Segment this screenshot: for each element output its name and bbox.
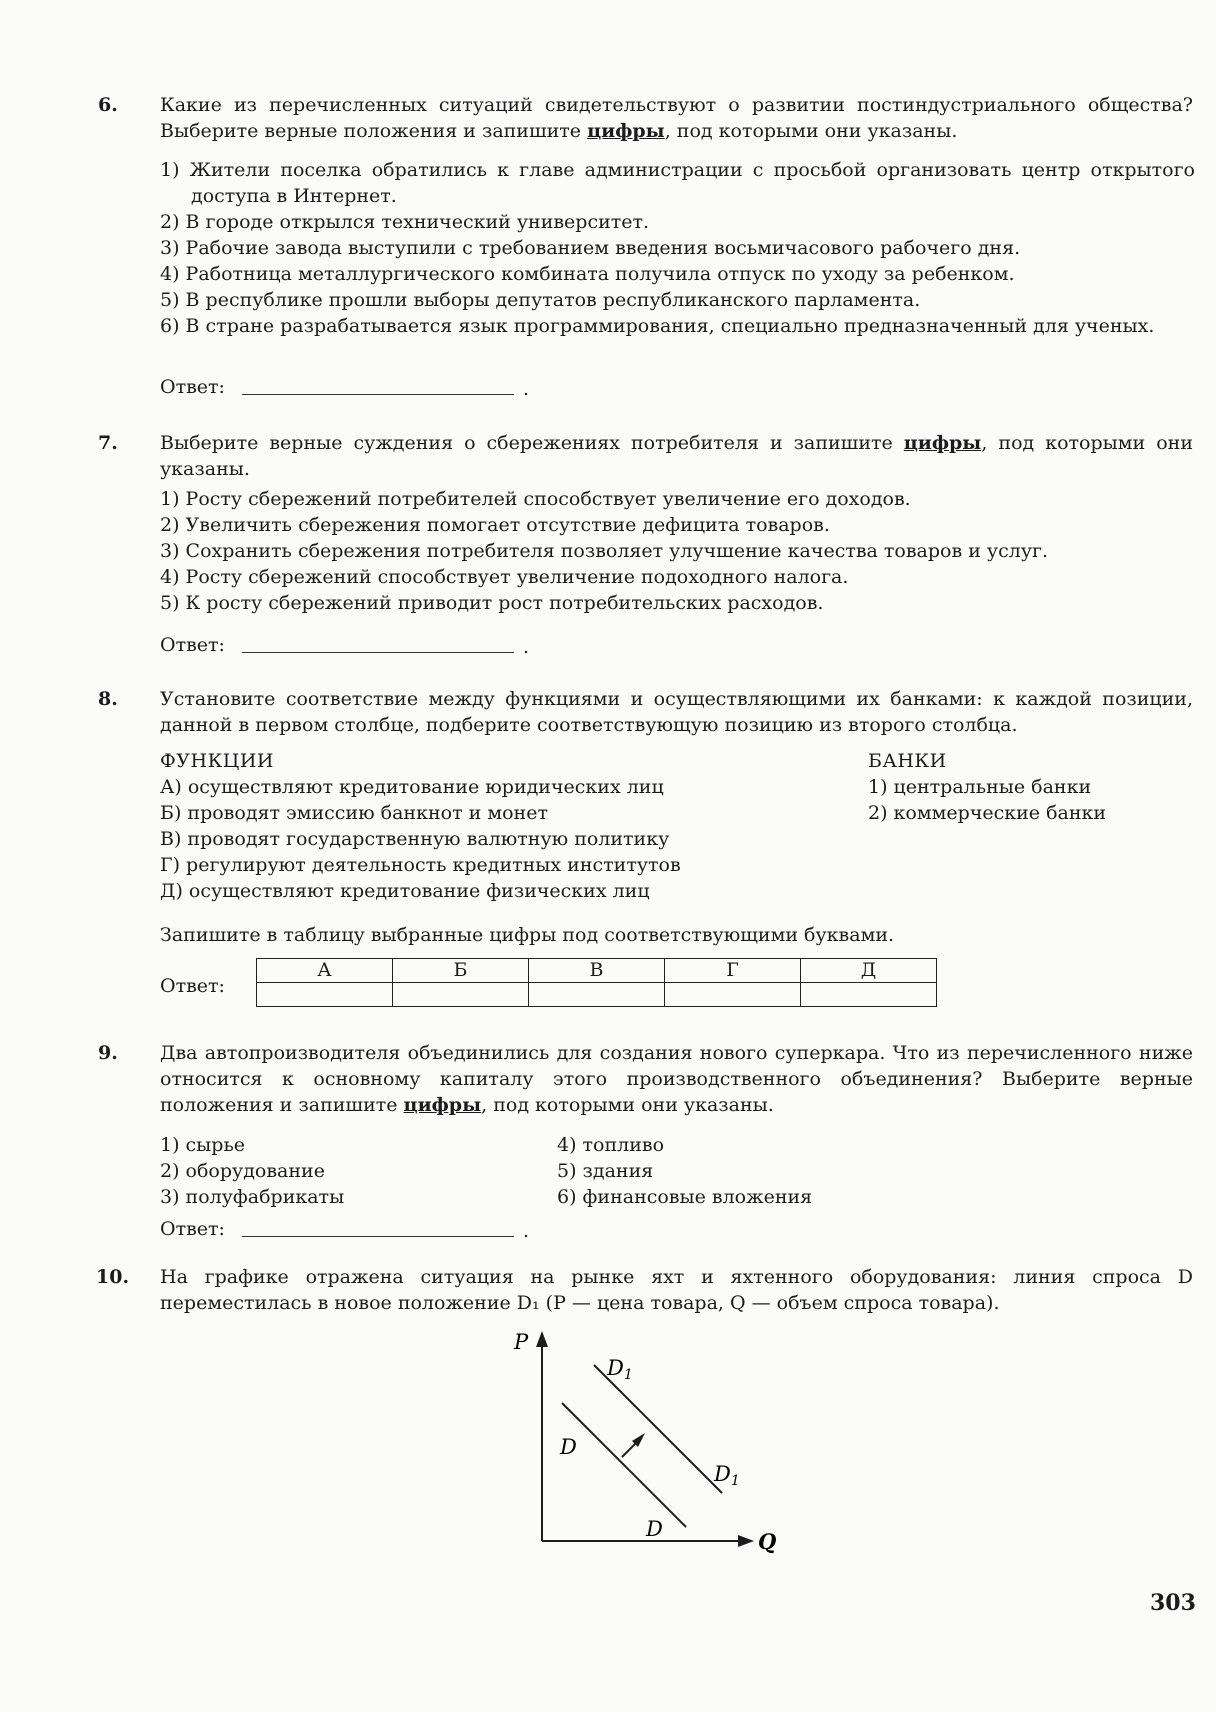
answer-line[interactable] [242, 1235, 514, 1237]
answer-cell[interactable] [801, 983, 937, 1007]
table-header-cell: Б [393, 959, 529, 983]
functions-column [160, 748, 860, 904]
table-header-row [257, 959, 937, 983]
answer-line[interactable] [242, 393, 514, 395]
table-header-cell: Д [801, 959, 937, 983]
function-item: Д) осуществляют кредитование физических лиц [160, 880, 650, 902]
answer-dot: . [523, 1220, 530, 1242]
option: 2) В городе открылся технический университет. [160, 211, 650, 233]
question-text-end: , под которыми они указаны. [481, 1094, 774, 1116]
banks-column [868, 748, 1168, 826]
task-question [160, 92, 1193, 144]
table-header-cell: В [529, 959, 665, 983]
option: 3) Рабочие завода выступили с требованием введения восьмичасового рабочего дня. [160, 237, 1021, 259]
function-item: А) осуществляют кредитование юридических лиц [160, 776, 664, 798]
options-right-column [557, 1132, 957, 1210]
answer-label: Ответ: [160, 376, 225, 398]
table-answer-row [257, 983, 937, 1007]
task-question: Установите соответствие между функциями и осуществляющими их банками: к каждой позиции, данной в первом столбце, подберите соответствующую позицию из второго столбца. [160, 688, 1193, 736]
task-question: На графике отражена ситуация на рынке яхт и яхтенного оборудования: линия спроса D переместилась в новое положение D₁ (P — цена товара, Q — объем спроса товара). [160, 1266, 1193, 1314]
table-instruction: Запишите в таблицу выбранные цифры под соответствующими буквами. [160, 924, 895, 946]
q-axis-label: Q [758, 1529, 777, 1554]
question-text-end: , под которыми они указаны. [664, 120, 958, 142]
question-text: Два автопроизводителя объединились для создания нового суперкара. Что из перечисленного ниже относится к основному капиталу этого производственного объединения? Выберите верные положения и запишите [160, 1042, 1193, 1116]
option: 1) сырье [160, 1134, 246, 1156]
options-left-column [160, 1132, 540, 1210]
answer-cell[interactable] [529, 983, 665, 1007]
option: 2) оборудование [160, 1160, 325, 1182]
function-item: В) проводят государственную валютную политику [160, 828, 670, 850]
demand-line-d [562, 1403, 686, 1527]
option: 1) Росту сбережений потребителей способствует увеличение его доходов. [160, 488, 911, 510]
answer-cell[interactable] [393, 983, 529, 1007]
column-heading: ФУНКЦИИ [160, 750, 274, 772]
emphasized-word: цифры [587, 120, 665, 142]
page-number: 303 [1150, 1590, 1196, 1616]
answer-cell[interactable] [257, 983, 393, 1007]
d-label-upper: D [560, 1435, 577, 1459]
emphasized-word: цифры [903, 432, 982, 454]
answer-dot: . [523, 636, 530, 658]
task-number: 6. [98, 94, 118, 116]
option: 2) Увеличить сбережения помогает отсутствие дефицита товаров. [160, 514, 830, 536]
function-item: Б) проводят эмиссию банкнот и монет [160, 802, 548, 824]
q-axis-arrow [738, 1535, 754, 1547]
answer-label: Ответ: [160, 975, 225, 997]
option: 1) Жители поселка обратились к главе администрации с просьбой организовать центр открытого доступа в Интернет. [160, 159, 1195, 207]
d1-label-lower: D1 [714, 1462, 740, 1489]
question-text-end: , под которыми они указаны. [160, 432, 1193, 480]
answer-dot: . [523, 378, 530, 400]
option: 4) Работница металлургического комбината получила отпуск по уходу за ребенком. [160, 263, 1015, 285]
option: 6) В стране разрабатывается язык программирования, специально предназначенный для ученых. [160, 315, 1155, 337]
option: 6) финансовые вложения [557, 1186, 813, 1208]
option: 3) Сохранить сбережения потребителя позволяет улучшение качества товаров и услуг. [160, 540, 1048, 562]
question-text: Какие из перечисленных ситуаций свидетельствуют о развитии постиндустриального общества? Выберите верные положения и запишите [160, 94, 1193, 142]
answer-line[interactable] [242, 651, 514, 653]
task-number: 10. [96, 1266, 130, 1288]
answer-label: Ответ: [160, 1218, 225, 1240]
options-list [160, 486, 1195, 616]
answer-label: Ответ: [160, 634, 225, 656]
answer-table [256, 958, 937, 1007]
option: 4) топливо [557, 1134, 665, 1156]
d1-label-upper: D1 [607, 1356, 633, 1383]
task-number: 8. [98, 688, 118, 710]
emphasized-word: цифры [403, 1094, 482, 1116]
table-header-cell: Г [665, 959, 801, 983]
option: 5) здания [557, 1160, 654, 1182]
function-item: Г) регулируют деятельность кредитных институтов [160, 854, 681, 876]
task-number: 7. [98, 432, 118, 454]
demand-shift-graph [500, 1325, 800, 1565]
option: 5) К росту сбережений приводит рост потребительских расходов. [160, 592, 824, 614]
demand-line-d1 [594, 1365, 722, 1493]
table-header-cell: А [257, 959, 393, 983]
options-list [160, 157, 1195, 339]
p-axis-arrow [536, 1331, 548, 1347]
question-text: Выберите верные суждения о сбережениях потребителя и запишите [160, 432, 904, 454]
answer-cell[interactable] [665, 983, 801, 1007]
column-heading: БАНКИ [868, 750, 947, 772]
option: 3) полуфабрикаты [160, 1186, 345, 1208]
option: 5) В республике прошли выборы депутатов республиканского парламента. [160, 289, 921, 311]
d-label-lower: D [646, 1517, 663, 1541]
p-axis-label: P [514, 1330, 529, 1354]
task-number: 9. [98, 1042, 118, 1064]
bank-item: 2) коммерческие банки [868, 802, 1107, 824]
task-question [160, 430, 1193, 482]
bank-item: 1) центральные банки [868, 776, 1092, 798]
task-question [160, 1040, 1193, 1118]
option: 4) Росту сбережений способствует увеличение подоходного налога. [160, 566, 849, 588]
